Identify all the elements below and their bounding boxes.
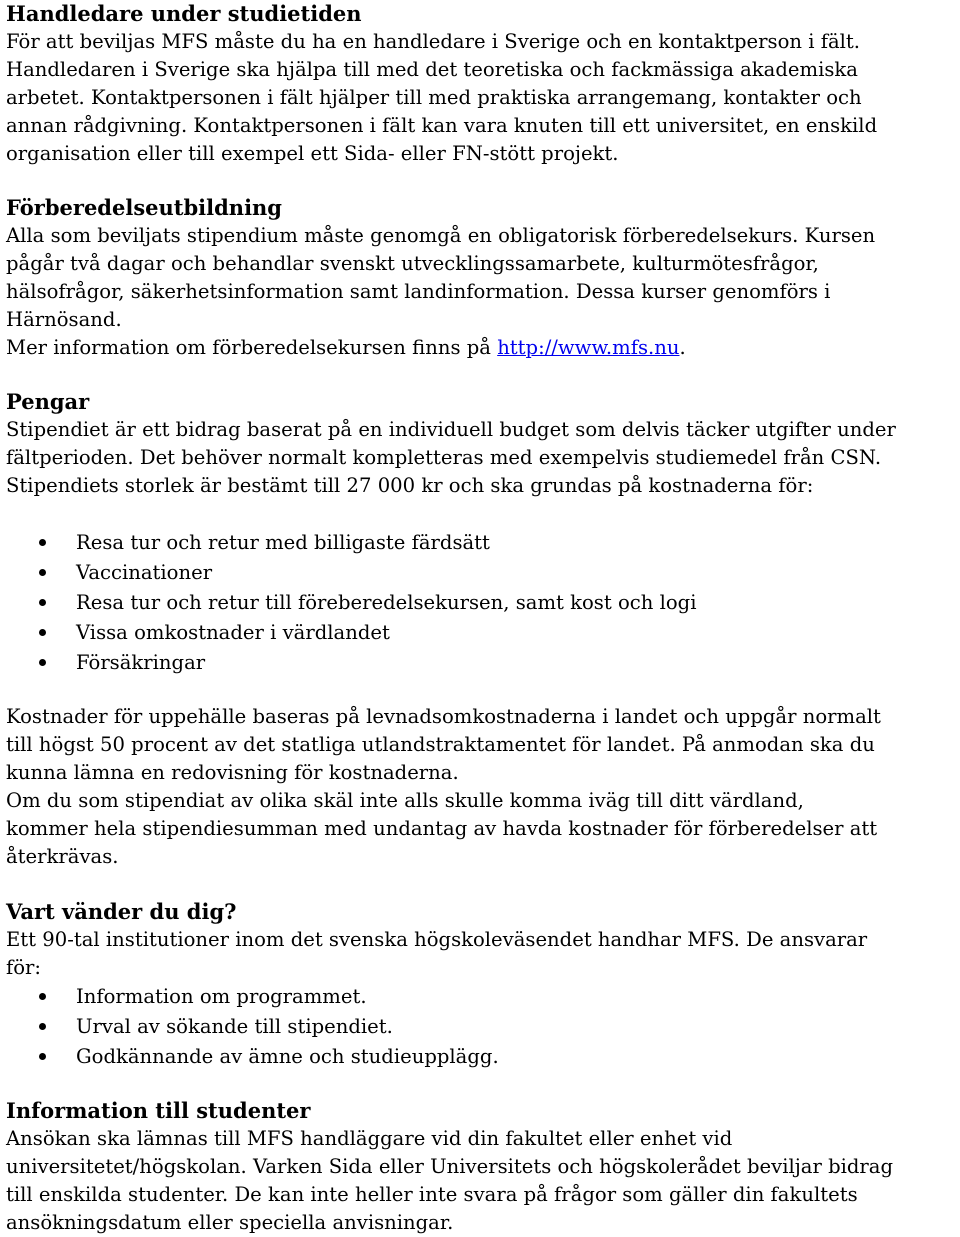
list-item — [6, 1012, 499, 1042]
list-item-text: Information om programmet. — [76, 985, 367, 1008]
section-paragraph — [6, 926, 867, 982]
bullet-icon — [39, 599, 46, 606]
bullet-icon — [39, 1023, 46, 1030]
section-information-till-studenter — [6, 1097, 893, 1237]
text-line: Om du som stipendiat av olika skäl inte alls skulle komma iväg till ditt värdland, — [6, 789, 804, 812]
list-item-text: Urval av sökande till stipendiet. — [76, 1015, 393, 1038]
list-item-text: Vissa omkostnader i värdlandet — [76, 621, 390, 644]
text-line: pågår två dagar och behandlar svenskt utvecklingssamarbete, kulturmötesfrågor, — [6, 252, 819, 275]
bullet-icon — [39, 659, 46, 666]
section-handledare — [6, 0, 877, 168]
text-line: Stipendiets storlek är bestämt till 27 000 kr och ska grundas på kostnaderna för: — [6, 474, 814, 497]
text-line: Handledaren i Sverige ska hjälpa till med det teoretiska och fackmässiga akademiska — [6, 58, 858, 81]
section-pengar — [6, 388, 896, 500]
bullet-icon — [39, 993, 46, 1000]
section-forberedelseutbildning — [6, 194, 875, 362]
text-line: återkrävas. — [6, 845, 119, 868]
list-item — [6, 648, 696, 678]
bullet-icon — [39, 569, 46, 576]
section-heading: Pengar — [6, 389, 90, 414]
text-line: för: — [6, 956, 42, 979]
list-item-text: Försäkringar — [76, 651, 206, 674]
text-line: arbetet. Kontaktpersonen i fält hjälper till med praktiska arrangemang, kontakter och — [6, 86, 862, 109]
list-item-text: Resa tur och retur till föreberedelsekursen, samt kost och logi — [76, 591, 697, 614]
section-heading: Information till studenter — [6, 1098, 311, 1123]
bullet-icon — [39, 539, 46, 546]
mfs-website-link[interactable]: http://www.mfs.nu — [497, 336, 680, 359]
text-line: kommer hela stipendiesumman med undantag av havda kostnader för förberedelser att — [6, 817, 878, 840]
text-line: Kostnader för uppehälle baseras på levnadsomkostnaderna i landet och uppgår normalt — [6, 705, 881, 728]
section-paragraph — [6, 703, 881, 871]
text-line: hälsofrågor, säkerhetsinformation samt landinformation. Dessa kurser genomförs i — [6, 280, 831, 303]
list-item — [6, 528, 696, 558]
text-line: Ansökan ska lämnas till MFS handläggare vid din fakultet eller enhet vid — [6, 1127, 733, 1150]
list-item — [6, 982, 499, 1012]
link-suffix: . — [679, 336, 686, 359]
text-line: universitetet/högskolan. Varken Sida eller Universitets och högskolerådet beviljar bidrag — [6, 1155, 894, 1178]
section-paragraph — [6, 1125, 893, 1237]
text-line: organisation eller till exempel ett Sida- eller FN-stött projekt. — [6, 142, 619, 165]
section-heading: Vart vänder du dig? — [6, 899, 237, 924]
bullet-icon — [39, 629, 46, 636]
bullet-icon — [39, 1053, 46, 1060]
list-item — [6, 618, 696, 648]
text-line: Härnösand. — [6, 308, 122, 331]
list-item-text: Godkännande av ämne och studieupplägg. — [76, 1045, 499, 1068]
text-line: Ett 90-tal institutioner inom det svenska högskoleväsendet handhar MFS. De ansvarar — [6, 928, 868, 951]
text-line: till högst 50 procent av det statliga utlandstraktamentet för landet. På anmodan ska du — [6, 733, 875, 756]
text-line: till enskilda studenter. De kan inte heller inte svara på frågor som gäller din fakultets — [6, 1183, 858, 1206]
section-paragraph — [6, 28, 877, 168]
text-line: annan rådgivning. Kontaktpersonen i fält kan vara knuten till ett universitet, en enskild — [6, 114, 878, 137]
section-vart-vander-du-dig — [6, 898, 867, 982]
text-line: Alla som beviljats stipendium måste genomgå en obligatorisk förberedelsekurs. Kursen — [6, 224, 876, 247]
section-heading: Handledare under studietiden — [6, 1, 362, 26]
section-heading: Förberedelseutbildning — [6, 195, 282, 220]
text-line: fältperioden. Det behöver normalt kompletteras med exempelvis studiemedel från CSN. — [6, 446, 882, 469]
text-line: Stipendiet är ett bidrag baserat på en individuell budget som delvis täcker utgifter under — [6, 418, 896, 441]
section-paragraph — [6, 222, 875, 362]
text-line: För att beviljas MFS måste du ha en handledare i Sverige och en kontaktperson i fält. — [6, 30, 861, 53]
link-prefix: Mer information om förberedelsekursen finns på — [6, 336, 498, 359]
list-item-text: Vaccinationer — [76, 561, 213, 584]
list-item-text: Resa tur och retur med billigaste färdsätt — [76, 531, 490, 554]
list-item — [6, 558, 696, 588]
responsibilities-list — [6, 982, 499, 1072]
text-line-with-link — [6, 334, 875, 362]
list-item — [6, 1042, 499, 1072]
text-line: ansökningsdatum eller speciella anvisningar. — [6, 1211, 454, 1234]
cost-basis-list — [6, 528, 696, 678]
section-paragraph — [6, 416, 896, 500]
text-line: kunna lämna en redovisning för kostnaderna. — [6, 761, 459, 784]
list-item — [6, 588, 696, 618]
